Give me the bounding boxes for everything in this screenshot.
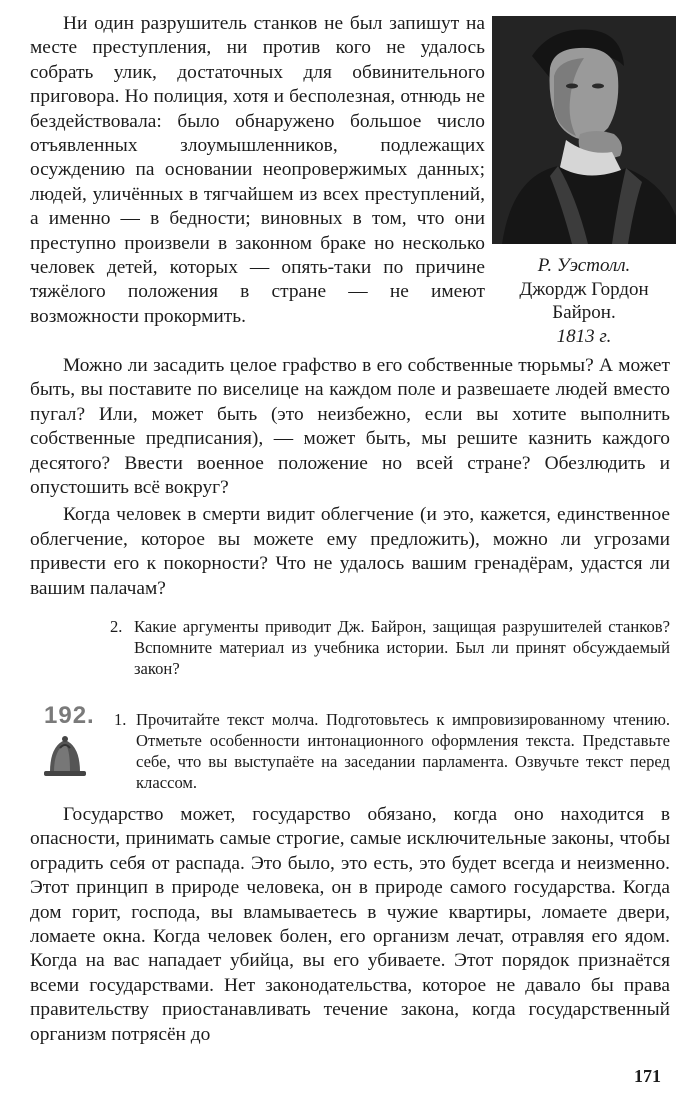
paragraph: Когда человек в смерти видит облегчение (и это, кажется, единственное облегчение, которое вы можете ему предложить), можно ли угрозами привести его к покорности? Что не удалось вашим гренадёрам, удастся ли вашим палачам? <box>30 504 670 599</box>
page-number: 171 <box>634 1066 661 1086</box>
paragraph: Государство может, государство обязано, когда оно находится в опасности, принимать самые строгие, самые исключительные законы, чтобы оградить себя от распада. Это было, это есть, это будет всегда и неизменно. Этот принцип в природе человека, он в природе самого государства. Когда дом горит, господа, вы вламываетесь в чужие квартиры, ломаете двери, ломаете окна. Когда человек болен, его организм лечат, отравляя его ядом. Когда на вас нападает убийца, вы его убиваете. Этот порядок признаётся всеми государствами. Нет законодательства, которое не давало бы права правительству приостанавливать течение закона, когда государственный организм потрясён до <box>30 804 670 1045</box>
caption-author: Р. Уэстолл. <box>537 255 631 276</box>
question-number: 1. <box>114 710 127 729</box>
exercise-number: 192. <box>44 702 95 729</box>
portrait-image <box>492 16 676 244</box>
paragraph: Ни один разрушитель станков не был запишут на месте преступления, ни против кого не удалось собрать улик, достаточных для обвинительного приговора. Но полиция, хотя и бесполезная, отнюдь не бездействовала: было обнаружено большое число отъявленных злоумышленников, подлежащих осуждению па основании неопровержимых данных; людей, уличённых в тягчайшем из всех преступлений, а именно — в бедности; виновных в том, что они преступно произвели в законном браке но несколько человек детей, которых — опять-таки по причине тяжёлого положения в стране — не имеют возможности прокормить. <box>30 13 485 327</box>
caption-title-line2: Байрон. <box>552 302 616 323</box>
question-text: Какие аргументы приводит Дж. Байрон, защищая разрушителей станков? Вспомните материал из учебника истории. Был ли принят обсуждаемый закон? <box>134 617 670 678</box>
caption-year: 1813 г. <box>556 325 612 347</box>
question-2 <box>112 616 670 679</box>
byron-portrait <box>492 16 676 244</box>
bell-icon <box>40 732 90 780</box>
speech-text-block <box>30 354 670 601</box>
paragraph: Можно ли засадить целое графство в его собственные тюрьмы? А может быть, вы поставите по виселице на каждом поле и развешаете людей вместо пугал? Или, может быть (это неизбежно, если вы хотите выполнить собственные предписания), — может быть, мы решите казнить каждого десятого? Ввести военное положение но всей стране? Обезлюдить и опустошить всё вокруг? <box>30 355 670 499</box>
question-1 <box>114 709 670 793</box>
question-number: 2. <box>110 617 123 636</box>
reading-text-block <box>30 803 670 1047</box>
caption-title-line1: Джордж Гордон <box>519 278 649 300</box>
portrait-caption <box>492 254 676 348</box>
question-text: Прочитайте текст молча. Подготовьтесь к импровизированному чтению. Отметьте особенности интонационного оформления текста. Представьте себе, что вы выступаёте на заседании парламента. Озвучьте текст перед классом. <box>136 710 670 792</box>
intro-text-block <box>30 12 485 329</box>
